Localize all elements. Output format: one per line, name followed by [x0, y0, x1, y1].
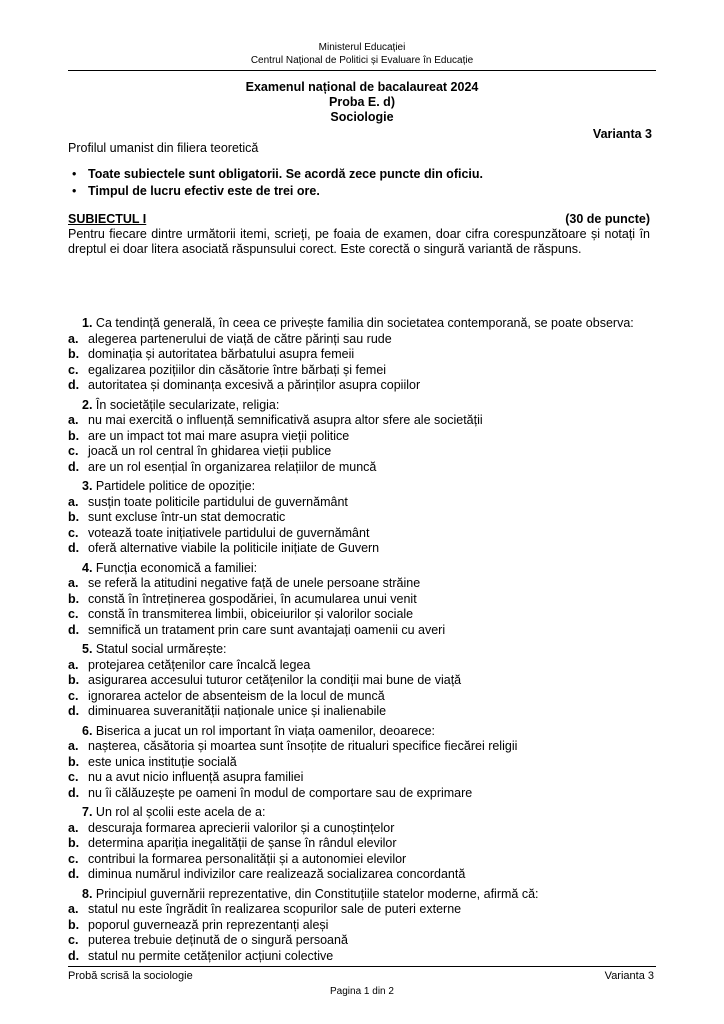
section-heading	[68, 212, 650, 226]
question-4	[68, 561, 656, 639]
rule-item: • Timpul de lucru efectiv este de trei ore.	[72, 184, 320, 198]
answer-option: d. oferă alternative viabile la politicile inițiate de Guvern	[68, 541, 380, 555]
question-list	[68, 316, 656, 964]
section-points: (30 de puncte)	[565, 212, 650, 226]
answer-option: c. ignorarea actelor de absenteism de la locul de muncă	[68, 688, 385, 703]
page-number: Pagina 1 din 2	[330, 986, 394, 997]
exam-title: Examenul național de bacalaureat 2024	[245, 80, 479, 94]
answer-option: a. nu mai exercită o influență semnificativă asupra altor sfere ale societății	[68, 413, 483, 427]
question-8	[68, 887, 656, 965]
answer-option: b. este unica instituție socială	[68, 754, 237, 769]
answer-option: d. are un rol esențial în organizarea relațiilor de muncă	[68, 459, 377, 474]
question-6	[68, 724, 656, 802]
center-name: Centrul Național de Politici și Evaluare în Educație	[250, 55, 474, 66]
answer-option: b. dominația și autoritatea bărbatului asupra femeii	[68, 347, 355, 361]
answer-option: a. nașterea, căsătoria și moartea sunt însoțite de ritualuri specifice fiecărei religii	[68, 739, 518, 753]
answer-option: a. statul nu este îngrădit în realizarea scopurilor sale de puteri externe	[68, 902, 462, 916]
footer-divider	[68, 966, 656, 967]
question-1	[68, 316, 656, 394]
question-5	[68, 642, 656, 720]
question-stem: 8. Principiul guvernării reprezentative, din Constituțiile statelor moderne, afirmă că:	[82, 886, 539, 901]
rules-list	[68, 166, 656, 200]
subject-name: Sociologie	[330, 110, 394, 124]
test-name: Proba E. d)	[329, 95, 395, 109]
answer-option: b. are un impact tot mai mare asupra vieții politice	[68, 428, 350, 443]
answer-option: b. sunt excluse într-un stat democratic	[68, 510, 286, 524]
answer-option: c. contribui la formarea personalității și a autonomiei elevilor	[68, 851, 407, 866]
answer-option: d. diminuarea suveranității naționale unice și inalienabile	[68, 704, 387, 718]
answer-option: d. semnifică un tratament prin care sunt avantajați oamenii cu averi	[68, 622, 446, 637]
answer-option: c. puterea trebuie deținută de o singură persoană	[68, 933, 348, 947]
question-stem: 3. Partidele politice de opoziție:	[82, 479, 256, 493]
answer-option: a. se referă la atitudini negative față de unele persoane străine	[68, 576, 421, 590]
answer-option: a. protejarea cetățenilor care încalcă legea	[68, 657, 311, 672]
profile-text: Profilul umanist din filiera teoretică	[68, 141, 259, 155]
question-stem: 6. Biserica a jucat un rol important în viața oamenilor, deoarece:	[82, 723, 435, 738]
answer-option: c. joacă un rol central în ghidarea vieții publice	[68, 444, 332, 458]
footer-variant: Varianta 3	[604, 970, 654, 982]
answer-option: b. poporul guvernează prin reprezentanți aleși	[68, 917, 329, 932]
answer-option: b. asigurarea accesului tuturor cetățenilor la condiții mai bune de viață	[68, 673, 462, 687]
answer-option: d. autoritatea și dominanța excesivă a părinților asupra copiilor	[68, 378, 421, 392]
question-stem: 4. Funcția economică a familiei:	[82, 560, 258, 575]
answer-option: d. diminua numărul indivizilor care realizează socializarea concordantă	[68, 867, 466, 881]
question-7	[68, 805, 656, 883]
answer-option: c. votează toate inițiativele partidului de guvernământ	[68, 525, 370, 540]
answer-option: c. constă în transmiterea limbii, obiceiurilor și valorilor sociale	[68, 607, 414, 621]
answer-option: b. constă în întreținerea gospodăriei, în acumularea unui venit	[68, 591, 417, 606]
question-3	[68, 479, 656, 557]
question-stem: 1. Ca tendință generală, în ceea ce privește familia din societatea contemporană, se poate observa:	[82, 316, 634, 330]
answer-option: a. alegerea partenerului de viață de către părinți sau rude	[68, 331, 392, 346]
question-stem: 2. În societățile secularizate, religia:	[82, 397, 280, 412]
question-stem: 7. Un rol al școlii este acela de a:	[82, 805, 266, 819]
rule-item: • Toate subiectele sunt obligatorii. Se acordă zece puncte din oficiu.	[72, 167, 483, 181]
section-name: SUBIECTUL I	[68, 212, 147, 226]
question-2	[68, 398, 656, 476]
footer-test-name: Probă scrisă la sociologie	[68, 970, 193, 982]
answer-option: a. descuraja formarea aprecierii valorilor și a cunoștințelor	[68, 820, 395, 835]
answer-option: d. statul nu permite cetățenilor acțiuni colective	[68, 948, 334, 963]
bullet-icon: •	[72, 184, 77, 198]
answer-option: c. nu a avut nicio influență asupra familiei	[68, 770, 304, 784]
variant-label: Varianta 3	[592, 127, 652, 141]
ministry-name: Ministerul Educației	[318, 42, 406, 53]
question-stem: 5. Statul social urmărește:	[82, 642, 227, 656]
bullet-icon: •	[72, 167, 77, 181]
answer-option: c. egalizarea pozițiilor din căsătorie între bărbați și femei	[68, 362, 387, 377]
answer-option: a. susțin toate politicile partidului de guvernământ	[68, 494, 348, 509]
header-divider	[68, 70, 656, 71]
answer-option: d. nu îi călăuzește pe oameni în modul de comportare sau de exprimare	[68, 785, 473, 800]
answer-option: b. determina apariția inegalității de șanse în rândul elevilor	[68, 836, 397, 850]
section-instructions: Pentru fiecare dintre următorii itemi, scrieți, pe foaia de examen, doar cifra corespunzătoare și notați în dreptul ei doar litera asociată răspunsului corect. Este corectă o singură variantă de răspuns.	[68, 227, 650, 256]
